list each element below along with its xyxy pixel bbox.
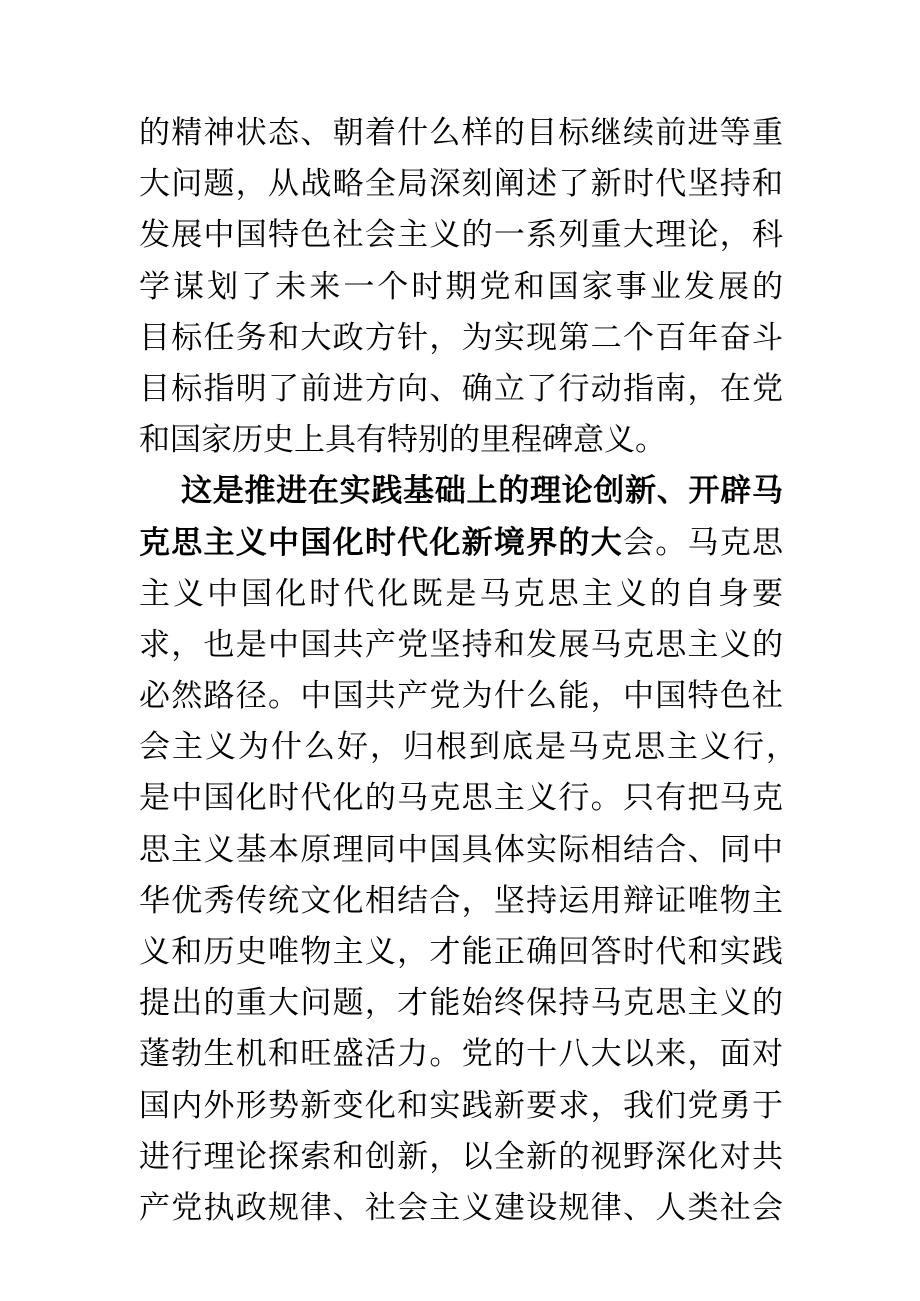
paragraph-line: 进行理论探索和创新，以全新的视野深化对共 bbox=[139, 1138, 783, 1175]
paragraph-line: 是中国化时代化的马克思主义行。只有把马克 bbox=[139, 780, 783, 817]
paragraph-heading-line-mixed bbox=[139, 518, 783, 569]
paragraph-line: 必然路径。中国共产党为什么能，中国特色社 bbox=[139, 678, 783, 715]
paragraph-line: 求，也是中国共产党坚持和发展马克思主义的 bbox=[139, 626, 783, 663]
paragraph-line: 发展中国特色社会主义的一系列重大理论，科 bbox=[139, 217, 783, 254]
paragraph-1 bbox=[139, 108, 799, 466]
paragraph-line: 蓬勃生机和旺盛活力。党的十八大以来，面对 bbox=[139, 1036, 783, 1073]
paragraph-line: 目标任务和大政方针，为实现第二个百年奋斗 bbox=[139, 319, 783, 356]
paragraph-line: 和国家历史上具有特别的里程碑意义。 bbox=[139, 422, 666, 459]
paragraph-line: 学谋划了未来一个时期党和国家事业发展的 bbox=[139, 268, 783, 305]
paragraph-line: 目标指明了前进方向、确立了行动指南，在党 bbox=[139, 370, 783, 407]
paragraph-heading-rest: 会。马克思 bbox=[622, 524, 784, 561]
paragraph-2 bbox=[139, 466, 799, 1234]
document-body bbox=[139, 108, 799, 1234]
paragraph-line: 国内外形势新变化和实践新要求，我们党勇于 bbox=[139, 1087, 783, 1124]
paragraph-line: 义和历史唯物主义，才能正确回答时代和实践 bbox=[139, 934, 783, 970]
paragraph-heading-bold: 克思主义中国化时代化新境界的大 bbox=[139, 524, 623, 561]
paragraph-line: 主义中国化时代化既是马克思主义的自身要 bbox=[139, 575, 783, 612]
paragraph-line: 提出的重大问题，才能始终保持马克思主义的 bbox=[139, 985, 783, 1022]
paragraph-line: 华优秀传统文化相结合，坚持运用辩证唯物主 bbox=[139, 882, 783, 919]
paragraph-line: 会主义为什么好，归根到底是马克思主义行， bbox=[139, 729, 797, 766]
paragraph-heading-line: 这是推进在实践基础上的理论创新、开辟马 bbox=[181, 473, 783, 510]
paragraph-line: 大问题，从战略全局深刻阐述了新时代坚持和 bbox=[139, 166, 783, 203]
paragraph-line: 思主义基本原理同中国具体实际相结合、同中 bbox=[139, 831, 783, 868]
paragraph-line: 产党执政规律、社会主义建设规律、人类社会 bbox=[139, 1189, 783, 1226]
paragraph-line: 的精神状态、朝着什么样的目标继续前进等重 bbox=[139, 115, 783, 151]
